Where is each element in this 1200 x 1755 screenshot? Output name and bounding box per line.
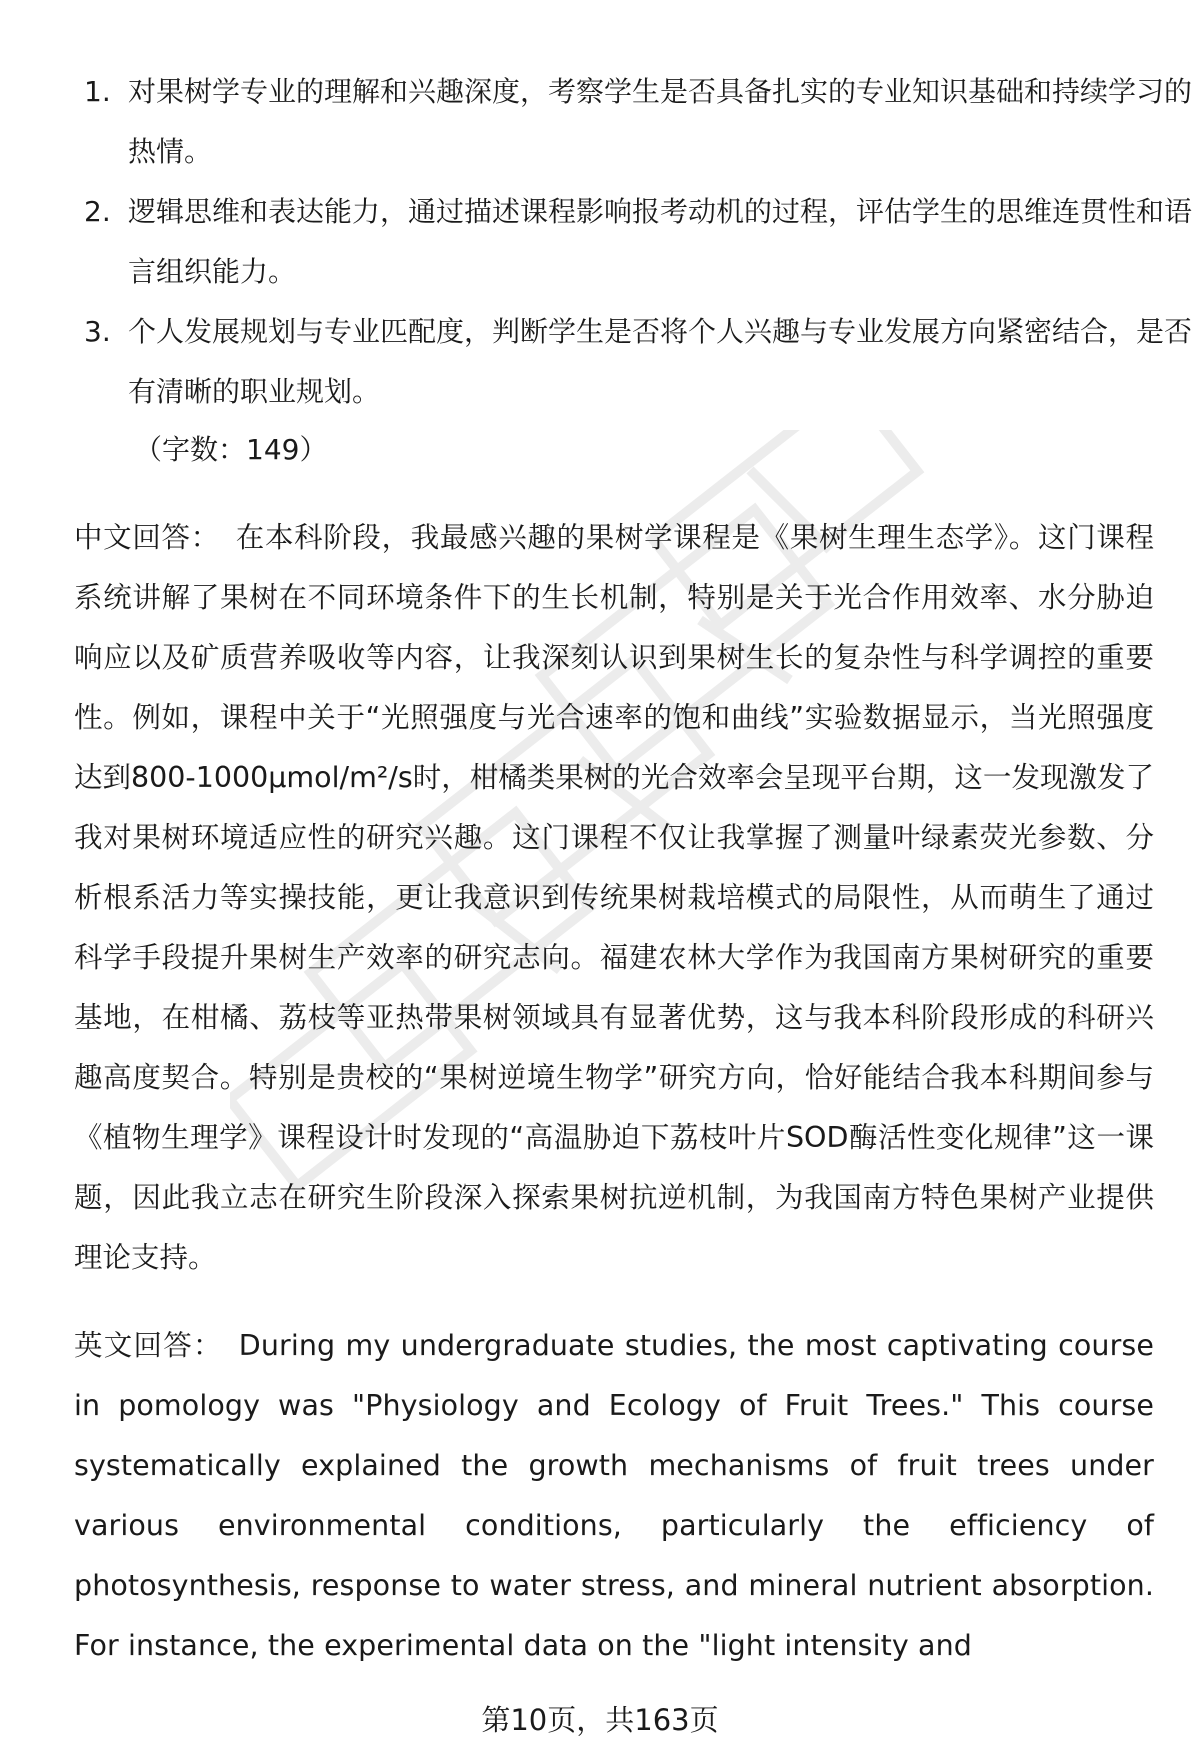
list-item-text: 逻辑思维和表达能力，通过描述课程影响报考动机的过程，评估学生的思维连贯性和语言组织能力。: [128, 195, 1193, 288]
chinese-answer: [74, 508, 1154, 1288]
word-count: （字数：149）: [134, 433, 328, 466]
list-item-number: 2.: [84, 195, 111, 228]
list-item: [74, 182, 1200, 302]
chinese-answer-label: 中文回答：: [74, 521, 220, 554]
list-item: [74, 62, 1200, 182]
assessment-criteria-list: [74, 62, 1193, 422]
page-footer: [0, 1702, 1200, 1738]
english-answer-text: During my undergraduate studies, the most captivating course in pomology was "Physiology and Ecology of Fruit Trees." This course systematically explained the growth mechanisms of fruit trees under various environmental conditions, particularly the efficiency of photosynthesis, response to water stress, and mineral nutrient absorption. For instance, the experimental data on the "light intensity and: [74, 1329, 1154, 1662]
list-item: [74, 302, 1200, 422]
chinese-answer-text: 在本科阶段，我最感兴趣的果树学课程是《果树生理生态学》。这门课程系统讲解了果树在不同环境条件下的生长机制，特别是关于光合作用效率、水分胁迫响应以及矿质营养吸收等内容，让我深刻认识到果树生长的复杂性与科学调控的重要性。例如，课程中关于“光照强度与光合速率的饱和曲线”实验数据显示，当光照强度达到800-1000μmol/m²/s时，柑橘类果树的光合效率会呈现平台期，这一发现激发了我对果树环境适应性的研究兴趣。这门课程不仅让我掌握了测量叶绿素荧光参数、分析根系活力等实操技能，更让我意识到传统果树栽培模式的局限性，从而萌生了通过科学手段提升果树生产效率的研究志向。福建农林大学作为我国南方果树研究的重要基地，在柑橘、荔枝等亚热带果树领域具有显著优势，这与我本科阶段形成的科研兴趣高度契合。特别是贵校的“果树逆境生物学”研究方向，恰好能结合我本科期间参与《植物生理学》课程设计时发现的“高温胁迫下荔枝叶片SOD酶活性变化规律”这一课题，因此我立志在研究生阶段深入探索果树抗逆机制，为我国南方特色果树产业提供理论支持。: [74, 521, 1154, 1274]
list-item-text: 对果树学专业的理解和兴趣深度，考察学生是否具备扎实的专业知识基础和持续学习的热情。: [128, 75, 1193, 168]
document-page: [74, 62, 1193, 1676]
list-item-number: 3.: [84, 315, 111, 348]
page-number: 第10页，共163页: [481, 1703, 719, 1737]
list-item-number: 1.: [84, 75, 111, 108]
english-answer: [74, 1316, 1154, 1676]
list-item-text: 个人发展规划与专业匹配度，判断学生是否将个人兴趣与专业发展方向紧密结合，是否有清晰的职业规划。: [128, 315, 1193, 408]
english-answer-label: 英文回答：: [74, 1329, 223, 1362]
